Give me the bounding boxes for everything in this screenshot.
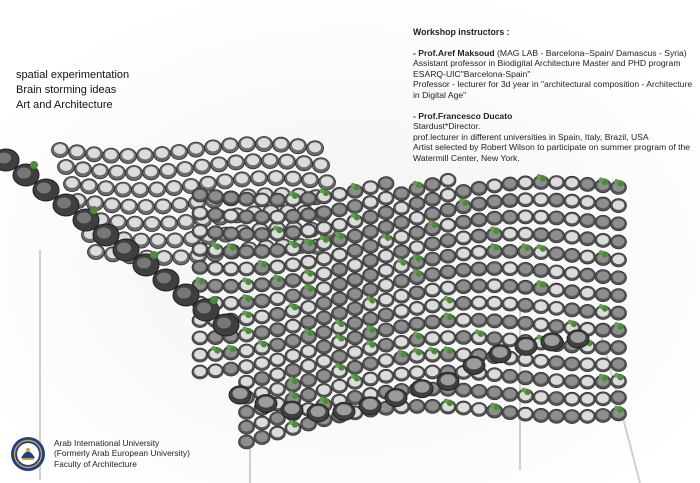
- instructor-name: - Prof.Aref Maksoud: [413, 47, 495, 58]
- tagline-line: Art and Architecture: [16, 99, 113, 111]
- instructor-detail: Professor - lecturer for 3d year in "architectural composition - Architecture in Digital Age": [413, 79, 693, 100]
- instructor-name: - Prof.Francesco Ducato: [413, 110, 513, 121]
- instructor-affiliation: (MAG LAB - Barcelona–Spain/ Damascus - Syria): [494, 47, 687, 58]
- instructor-detail: Artist selected by Robert Wilson to participate on summer program of the Watermill Center, New York.: [413, 142, 691, 163]
- tagline-line: Brain storming ideas: [16, 84, 117, 96]
- tagline-line: spatial experimentation: [16, 69, 130, 81]
- instructor-title-line: [413, 48, 695, 59]
- instructor-francesco-ducato: [413, 111, 695, 164]
- instructor-detail: Stardust*Director.: [413, 121, 481, 132]
- instructor-detail: prof.lecturer in different universities in Spain, Italy, Brazil, USA: [413, 131, 649, 142]
- university-seal-logo: [10, 436, 46, 472]
- faculty-name: Faculty of Architecture: [54, 458, 137, 469]
- instructor-detail: Assistant professor in Biodigital Architecture Master and PHD program ESARQ-UIC"Barcelona-Spain": [413, 58, 681, 79]
- university-lines: [54, 438, 190, 469]
- tagline: [16, 68, 129, 113]
- instructor-aref-maksoud: [413, 48, 695, 101]
- university-name: Arab International University: [54, 438, 160, 448]
- instructors-heading: Workshop instructors :: [413, 27, 510, 37]
- instructors-section: [413, 27, 695, 174]
- university-former-name: (Formerly Arab European University): [54, 448, 190, 459]
